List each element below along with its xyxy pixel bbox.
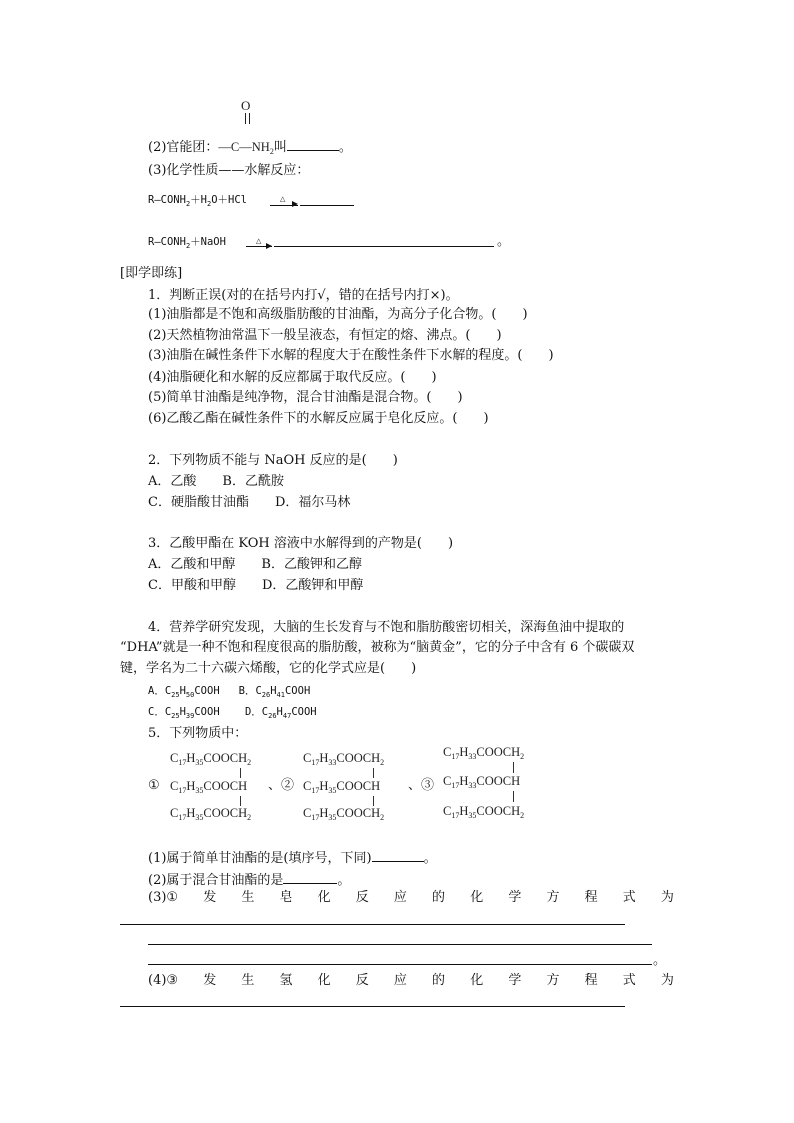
- functional-group-label: (2)官能团：: [148, 140, 219, 155]
- bond: [240, 768, 242, 778]
- bond: [373, 796, 375, 806]
- q3-stem: 3．乙酸甲酯在 KOH 溶液中水解得到的产物是( ): [148, 536, 454, 551]
- q4-option-b: B．$C_{26}H_{41}COOH$: [238, 685, 311, 700]
- q5-sub3-stem: (3)① 发 生 皂 化 反 应 的 化 学 方 程 式 为: [148, 890, 674, 905]
- arrow-head-icon: [266, 243, 272, 249]
- q3-options-row: C．甲酸和甲醇 D．乙酸钾和甲醇: [148, 578, 364, 593]
- q5-stem: 5．下列物质中：: [148, 726, 248, 741]
- q5-sub2: (2)属于混合甘油酯的是 。: [148, 870, 350, 889]
- structure2-line2: $C_{17}H_{35}COOCH$: [303, 779, 381, 795]
- equation-base-hydrolysis: $R—CONH_2+NaOH$: [148, 236, 226, 251]
- answer-blank[interactable]: [287, 137, 339, 151]
- q4-options-row: [148, 705, 317, 723]
- q1-item: (6)乙酸乙酯在碱性条件下的水解反应属于皂化反应。( ): [148, 411, 489, 426]
- carbonyl-double-bond-right: [249, 113, 251, 124]
- chem-property-label: (3)化学性质——水解反应：: [148, 163, 310, 178]
- structure1-line1: $C_{17}H_{35}COOCH_2$: [170, 751, 252, 767]
- q4-options-row: [148, 684, 310, 702]
- structure3-line3: $C_{17}H_{35}COOCH_2$: [443, 804, 525, 820]
- bond: [513, 762, 515, 773]
- practice-header: [即学即练]: [120, 266, 183, 281]
- answer-blank[interactable]: [120, 1006, 625, 1007]
- q5-sub1: (1)属于简单甘油酯的是(填序号，下同) 。: [148, 848, 437, 867]
- bond: [240, 796, 242, 806]
- structure3-line2: $C_{17}H_{33}COOCH$: [443, 774, 521, 790]
- structure3-label: 、③: [408, 778, 435, 793]
- answer-blank[interactable]: [372, 848, 424, 862]
- q1-item: (2)天然植物油常温下一般呈液态，有恒定的熔、沸点。( ): [148, 328, 502, 343]
- structure2-line1: $C_{17}H_{33}COOCH_2$: [303, 751, 385, 767]
- q1-item: (5)简单甘油酯是纯净物，混合甘油酯是混合物。( ): [148, 390, 463, 405]
- q4-line: “DHA”就是一种不饱和程度很高的脂肪酸，被称为“脑黄金”，它的分子中含有 6 个碳碳双: [120, 640, 635, 655]
- carbonyl-double-bond-left: [245, 113, 247, 124]
- q4-option-c: C．$C_{25}H_{39}COOH$: [148, 706, 220, 721]
- bond: [513, 791, 515, 802]
- answer-blank[interactable]: [148, 944, 652, 945]
- structure2-line3: $C_{17}H_{35}COOCH_2$: [303, 806, 385, 822]
- heat-icon: △: [256, 237, 262, 245]
- q1-item: (4)油脂硬化和水解的反应都属于取代反应。( ): [148, 370, 437, 385]
- structure1-line3: $C_{17}H_{35}COOCH_2$: [170, 806, 252, 822]
- bond: [373, 768, 375, 778]
- q2-options-row: A．乙酸 B．乙酰胺: [148, 474, 284, 489]
- structure3-line1: $C_{17}H_{33}COOCH_2$: [443, 745, 525, 761]
- structure2-label: 、②: [268, 778, 295, 793]
- q5-sub4-stem: (4)③ 发 生 氢 化 反 应 的 化 学 方 程 式 为: [148, 973, 674, 988]
- answer-blank[interactable]: [148, 964, 652, 965]
- q4-line: 键，学名为二十六碳六烯酸，它的化学式应是( ): [120, 661, 417, 676]
- q1-stem: 1．判断正误(对的在括号内打√，错的在括号内打×)。: [148, 288, 459, 303]
- q3-options-row: A．乙酸和甲醇 B．乙酸钾和乙醇: [148, 557, 362, 572]
- equation-acid-hydrolysis: $R—CONH_2+H_2O+HCl$: [148, 194, 247, 209]
- amide-group-formula: $—C—NH_2$: [218, 140, 274, 156]
- q2-options-row: C．硬脂酸甘油酯 D．福尔马林: [148, 495, 351, 510]
- q4-option-a: A．$C_{25}H_{50}COOH$: [148, 685, 220, 700]
- q2-stem: 2．下列物质不能与 NaOH 反应的是( ): [148, 453, 398, 468]
- functional-group-line: (2)官能团：$—C—NH_2$叫 。: [148, 137, 352, 160]
- structure1-line2: $C_{17}H_{35}COOCH$: [170, 779, 248, 795]
- functional-group-suffix: 叫: [273, 140, 287, 155]
- answer-blank[interactable]: [120, 924, 625, 925]
- q4-option-d: D．$C_{26}H_{47}COOH$: [244, 706, 317, 721]
- arrow-head-icon: [292, 201, 298, 207]
- answer-blank[interactable]: [274, 246, 494, 247]
- answer-blank[interactable]: [300, 205, 354, 206]
- q1-item: (1)油脂都是不饱和高级脂肪酸的甘油酯，为高分子化合物。( ): [148, 307, 528, 322]
- answer-blank[interactable]: [283, 870, 337, 884]
- heat-icon: △: [280, 195, 286, 203]
- q1-item: (3)油脂在碱性条件下水解的程度大于在酸性条件下水解的程度。( ): [148, 348, 554, 363]
- carbonyl-oxygen: O: [241, 98, 251, 113]
- q4-line: 4．营养学研究发现，大脑的生长发育与不饱和脂肪酸密切相关，深海鱼油中提取的: [148, 620, 625, 635]
- structure1-label: ①: [148, 778, 160, 793]
